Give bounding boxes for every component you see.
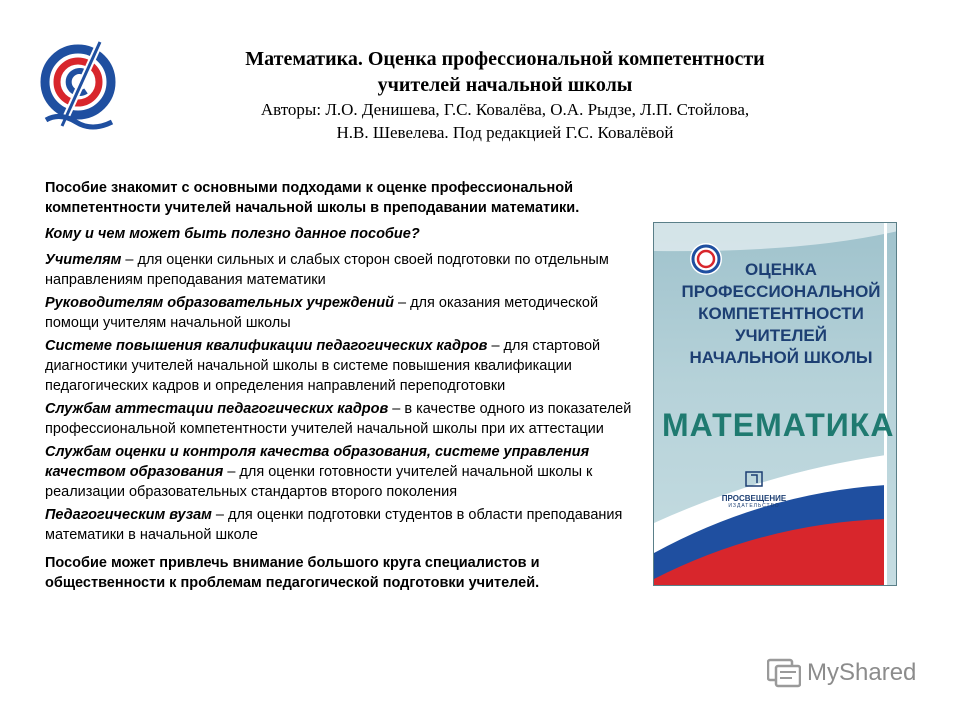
publisher-sub: ИЗДАТЕЛЬСТВО <box>728 503 780 509</box>
audience-item <box>45 293 635 333</box>
audience-what: – для оценки сильных и слабых сторон своей подготовки по отдельным направлениям преподавания математики <box>45 252 609 288</box>
audience-who: Службам оценки и контроля качества образования, системе управления качеством образования <box>45 444 590 480</box>
audience-who: Системе повышения квалификации педагогических кадров <box>45 338 488 354</box>
fipi-logo-icon <box>40 38 120 134</box>
audience-who: Службам аттестации педагогических кадров <box>45 401 389 417</box>
cover-title-line: ОЦЕНКА <box>745 260 817 279</box>
audience-item <box>45 505 635 545</box>
cover-title-line: КОМПЕТЕНТНОСТИ <box>698 304 864 323</box>
book-cover <box>653 222 897 586</box>
watermark <box>767 657 916 689</box>
publisher-name: ПРОСВЕЩЕНИЕ <box>721 494 787 503</box>
slide-header <box>180 46 830 144</box>
cover-subject: МАТЕМАТИКА <box>662 407 895 443</box>
audience-what: – для оценки готовности учителей начальной школы к реализации образовательных стандартов второго поколения <box>45 464 593 500</box>
title-line-1: Математика. Оценка профессиональной компетентности <box>245 48 765 70</box>
audience-what: – для оказания методической помощи учителям начальной школы <box>45 295 599 331</box>
question-heading: Кому и чем может быть полезно данное пособие? <box>45 226 420 242</box>
authors-line-1: Авторы: Л.О. Денишева, Г.С. Ковалёва, О.А. Рыдзе, Л.П. Стойлова, <box>260 100 750 119</box>
audience-what: – в качестве одного из показателей профессиональной компетентности учителей начальной школы при их аттестации <box>45 401 632 437</box>
audience-item <box>45 336 635 396</box>
audience-what: – для оценки подготовки студентов в области преподавания математики в начальной школе <box>45 507 623 543</box>
audience-who: Учителям <box>45 252 122 268</box>
cover-title-line: НАЧАЛЬНОЙ ШКОЛЫ <box>689 348 873 367</box>
audience-what: – для стартовой диагностики учителей начальной школы в системе повышения квалификации педагогических кадров и определения направлений переподготовки <box>45 338 601 394</box>
content-body <box>45 178 635 599</box>
myshared-logo-icon <box>767 658 801 688</box>
cover-title <box>668 259 894 369</box>
intro-paragraph: Пособие знакомит с основными подходами к оценке профессиональной компетентности учителей начальной школы в преподавании математики. <box>45 180 580 216</box>
audience-item <box>45 250 635 290</box>
publisher-block <box>714 471 794 509</box>
cover-title-line: УЧИТЕЛЕЙ <box>735 326 827 345</box>
publisher-logo-icon <box>744 471 764 487</box>
watermark-text: MyShared <box>807 659 917 686</box>
audience-who: Руководителям образовательных учреждений <box>45 295 394 311</box>
audience-item <box>45 399 635 439</box>
cover-title-line: ПРОФЕССИОНАЛЬНОЙ <box>681 282 881 301</box>
audience-who: Педагогическим вузам <box>45 507 212 523</box>
conclusion-paragraph: Пособие может привлечь внимание большого круга специалистов и общественности к проблемам педагогической подготовки учителей. <box>45 555 540 591</box>
authors-line-2: Н.В. Шевелева. Под редакцией Г.С. Ковалёвой <box>336 123 674 142</box>
audience-item <box>45 442 635 502</box>
title-line-2: учителей начальной школы <box>377 74 633 96</box>
